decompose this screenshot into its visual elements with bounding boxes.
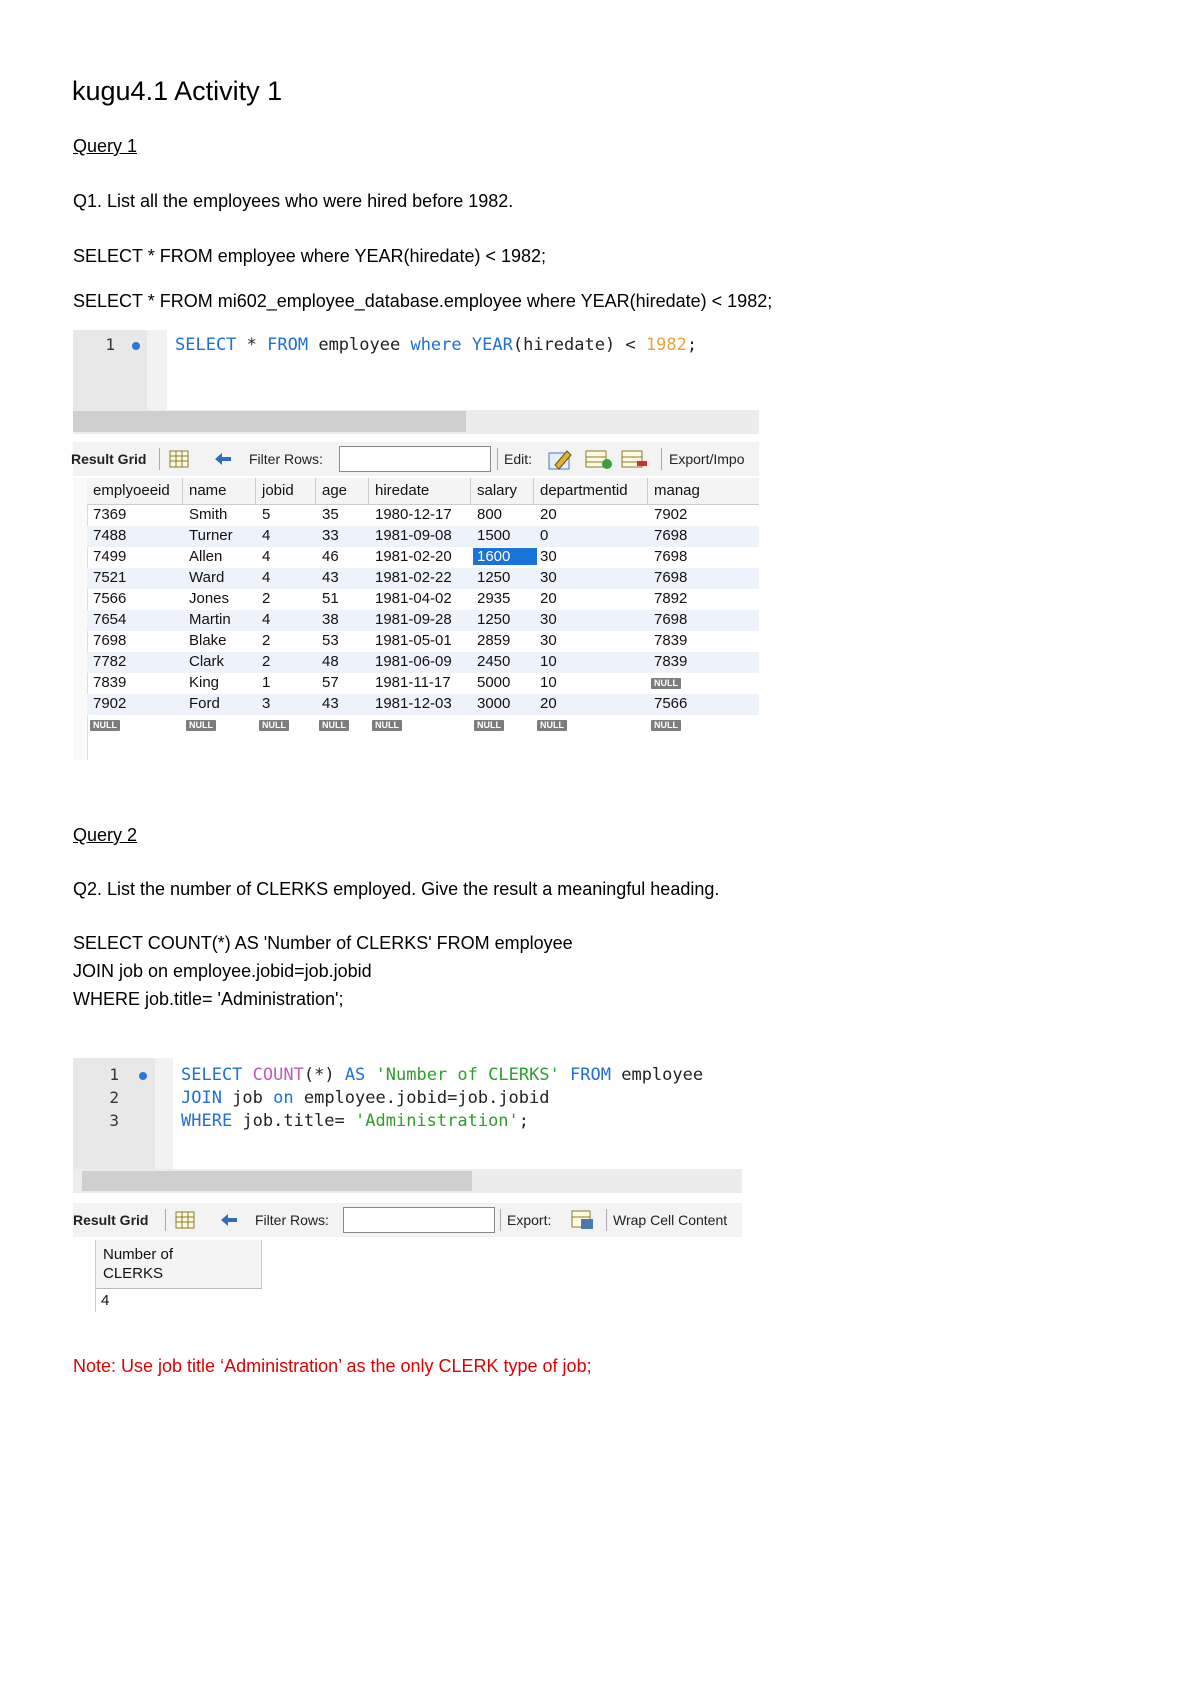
table-cell[interactable]: Blake (189, 632, 227, 649)
editor-code-line (181, 1111, 529, 1131)
editor-fold-column (147, 330, 167, 410)
table-cell[interactable]: 1980-12-17 (375, 506, 452, 523)
code-token: FROM (570, 1065, 611, 1085)
refresh-filter-icon[interactable] (217, 1210, 241, 1230)
column-header-line-2: CLERKS (103, 1265, 164, 1282)
column-header-departmentid[interactable]: departmentid (540, 482, 628, 499)
query2-question (73, 879, 719, 900)
breakpoint-dot-icon (139, 1072, 147, 1080)
table-cell[interactable]: 1981-11-17 (375, 674, 451, 691)
code-token: ; (518, 1111, 530, 1131)
table-cell[interactable]: 4 (262, 611, 271, 628)
table-cell[interactable]: 43 (322, 569, 339, 586)
column-header-hiredate[interactable]: hiredate (375, 482, 430, 499)
table-cell[interactable]: Clark (189, 653, 225, 670)
query2-sql-line-3: WHERE job.title= 'Administration'; (73, 989, 344, 1009)
edit-pencil-icon[interactable] (547, 447, 573, 471)
code-token: on (273, 1088, 294, 1108)
result-grid-tab[interactable]: Result Grid (73, 1212, 149, 1228)
table-cell[interactable]: 1250 (477, 569, 511, 586)
table-cell[interactable]: 5000 (477, 674, 511, 691)
code-token: 1982 (645, 335, 687, 355)
code-token: YEAR (471, 335, 513, 355)
table-cell[interactable]: 7698 (93, 632, 127, 649)
code-token (560, 1065, 570, 1085)
code-token: WHERE (181, 1111, 233, 1131)
null-badge[interactable]: NULL (186, 720, 216, 731)
table-cell[interactable]: 7839 (654, 653, 688, 670)
column-header-number-of-clerks[interactable] (96, 1240, 262, 1289)
horizontal-scrollbar-thumb[interactable] (73, 411, 466, 432)
query1-sql-a: SELECT * FROM employee where YEAR(hiredate) < 1982; (73, 246, 547, 266)
table-cell[interactable]: Smith (189, 506, 228, 523)
breakpoint-dot-icon (132, 342, 140, 350)
table-cell[interactable]: 3 (262, 695, 271, 712)
code-token: 'Number of CLERKS' (375, 1065, 560, 1085)
table-cell[interactable]: 5 (262, 506, 271, 523)
horizontal-scrollbar-thumb[interactable] (82, 1171, 472, 1191)
column-header-age[interactable]: age (322, 482, 348, 499)
table-cell[interactable]: 7698 (654, 548, 688, 565)
table-cell[interactable]: 1981-12-03 (375, 695, 452, 712)
table-cell[interactable]: 2 (262, 653, 271, 670)
code-token (365, 1065, 375, 1085)
query1-sql-b: SELECT * FROM mi602_employee_database.employee where YEAR(hiredate) < 1982; (73, 291, 773, 311)
code-token: (*) (303, 1065, 345, 1085)
edit-label: Edit: (504, 451, 533, 467)
result-grid-tab[interactable]: Result Grid (71, 451, 147, 467)
table-cell[interactable]: 20 (540, 695, 557, 712)
table-cell[interactable]: 2 (262, 590, 271, 607)
table-cell[interactable]: 1981-02-20 (375, 548, 452, 565)
export-import-label[interactable]: Export/Impo (669, 451, 745, 467)
row-selector-column (73, 1240, 96, 1312)
grid-view-icon[interactable] (175, 1211, 195, 1229)
column-divider (368, 478, 369, 504)
query2-heading: Query 2 (73, 825, 138, 845)
row-selector-column (73, 478, 88, 760)
filter-rows-input[interactable] (339, 446, 491, 472)
query2-sql-line-2: JOIN job on employee.jobid=job.jobid (73, 961, 372, 981)
table-cell[interactable]: 1981-09-08 (375, 527, 452, 544)
code-token: employee (610, 1065, 704, 1085)
code-token (242, 1065, 252, 1085)
code-token: * (236, 335, 268, 355)
column-divider (315, 478, 316, 504)
code-token: SELECT (181, 1065, 243, 1085)
code-token: JOIN (181, 1088, 222, 1108)
table-cell[interactable]: 1981-04-02 (375, 590, 452, 607)
table-cell[interactable]: 4 (262, 569, 271, 586)
query1-question-text: List all the employees who were hired before 1982. (102, 191, 514, 211)
column-header-line-1: Number of (103, 1246, 174, 1263)
code-token: (hiredate) < (512, 335, 646, 355)
table-cell[interactable]: 800 (477, 506, 503, 523)
column-header-jobid[interactable]: jobid (262, 482, 294, 499)
table-cell[interactable]: 30 (540, 569, 557, 586)
toolbar-separator (165, 1209, 166, 1231)
table-cell[interactable]: 7892 (654, 590, 688, 607)
table-cell[interactable]: 3000 (477, 695, 511, 712)
note-text: Note: Use job title ‘Administration’ as the only CLERK type of job; (73, 1356, 592, 1376)
query2-result-grid[interactable] (73, 1240, 263, 1312)
column-header-name[interactable]: name (189, 482, 227, 499)
table-cell[interactable]: 1 (262, 674, 271, 691)
editor-fold-column (155, 1058, 173, 1169)
table-cell[interactable]: Jones (189, 590, 230, 607)
table-cell[interactable]: 1500 (477, 527, 511, 544)
table-cell[interactable]: 7902 (654, 506, 688, 523)
table-cell[interactable]: 7839 (93, 674, 127, 691)
toolbar-separator (661, 448, 662, 470)
table-cell[interactable]: 1981-02-22 (375, 569, 452, 586)
table-cell[interactable]: 30 (540, 632, 557, 649)
table-cell[interactable]: King (189, 674, 220, 691)
line-number: 2 (109, 1088, 119, 1107)
query1-question-number: Q1. (73, 191, 103, 211)
table-cell[interactable]: 7698 (654, 527, 688, 544)
code-token: FROM (267, 335, 309, 355)
table-cell[interactable]: 2935 (477, 590, 511, 607)
table-cell[interactable]: 2 (262, 632, 271, 649)
table-cell[interactable]: 2859 (477, 632, 511, 649)
table-cell[interactable]: 30 (540, 548, 557, 565)
grid-view-icon[interactable] (169, 450, 189, 468)
code-token: employee.jobid=job.jobid (293, 1088, 550, 1108)
query2-result-toolbar (73, 1203, 742, 1237)
editor-code-line (181, 1065, 703, 1085)
query1-question (73, 191, 513, 212)
null-badge[interactable]: NULL (651, 678, 681, 689)
filter-rows-input[interactable] (343, 1207, 495, 1233)
document-title: kugu4.1 Activity 1 (72, 76, 283, 106)
add-row-icon[interactable] (585, 448, 613, 470)
table-cell[interactable]: 1250 (477, 611, 511, 628)
null-badge[interactable]: NULL (474, 720, 504, 731)
table-cell[interactable]: Allen (189, 548, 223, 565)
editor-code-line (175, 335, 697, 355)
table-cell[interactable]: 48 (322, 653, 339, 670)
table-cell[interactable]: 2450 (477, 653, 511, 670)
code-token: ; (686, 335, 698, 355)
result-cell-value[interactable]: 4 (101, 1292, 110, 1309)
column-divider (533, 478, 534, 504)
query2-question-number: Q2. (73, 879, 103, 899)
export-save-icon[interactable] (571, 1209, 597, 1231)
table-cell[interactable]: 1981-06-09 (375, 653, 452, 670)
code-token: job (221, 1088, 274, 1108)
table-cell[interactable]: 43 (322, 695, 339, 712)
table-cell[interactable]: 7839 (654, 632, 688, 649)
toolbar-separator (159, 448, 160, 470)
code-token: employee (308, 335, 411, 355)
wrap-cell-content-toggle[interactable]: Wrap Cell Content (613, 1212, 728, 1228)
editor-code-line (181, 1088, 550, 1108)
table-cell[interactable]: Ward (189, 569, 225, 586)
column-divider (255, 478, 256, 504)
null-badge[interactable]: NULL (372, 720, 402, 731)
line-number: 1 (105, 335, 115, 354)
selected-table-cell[interactable]: 1600 (473, 548, 537, 565)
code-token: 'Administration' (355, 1111, 519, 1131)
null-badge[interactable]: NULL (651, 720, 681, 731)
table-cell[interactable]: 1981-09-28 (375, 611, 452, 628)
table-cell[interactable]: Ford (189, 695, 220, 712)
table-cell[interactable]: 4 (262, 527, 271, 544)
column-header-emplyoeeid[interactable]: emplyoeeid (93, 482, 170, 499)
null-badge[interactable]: NULL (537, 720, 567, 731)
query2-sql-line-1: SELECT COUNT(*) AS 'Number of CLERKS' FROM employee (73, 933, 573, 953)
table-cell[interactable]: 0 (540, 527, 549, 544)
table-cell[interactable]: 33 (322, 527, 339, 544)
table-cell[interactable]: 57 (322, 674, 339, 691)
filter-rows-label: Filter Rows: (249, 451, 323, 467)
table-cell[interactable]: 7488 (93, 527, 127, 544)
table-cell[interactable]: Turner (189, 527, 233, 544)
line-number: 3 (109, 1111, 119, 1130)
table-cell[interactable]: 7902 (93, 695, 127, 712)
table-cell[interactable]: 7654 (93, 611, 127, 628)
column-divider (182, 478, 183, 504)
table-cell[interactable]: 7566 (654, 695, 688, 712)
table-cell[interactable]: 7499 (93, 548, 127, 565)
table-cell[interactable]: Martin (189, 611, 231, 628)
table-cell[interactable]: 20 (540, 590, 557, 607)
column-divider (470, 478, 471, 504)
column-divider (647, 478, 648, 504)
filter-rows-label: Filter Rows: (255, 1212, 329, 1228)
table-cell[interactable]: 38 (322, 611, 339, 628)
table-cell[interactable]: 7698 (654, 611, 688, 628)
toolbar-separator (497, 448, 498, 470)
null-badge[interactable]: NULL (319, 720, 349, 731)
table-cell[interactable]: 20 (540, 506, 557, 523)
query1-heading: Query 1 (73, 136, 138, 156)
table-cell[interactable]: 7782 (93, 653, 127, 670)
code-token: job.title= (232, 1111, 356, 1131)
table-cell[interactable]: 46 (322, 548, 339, 565)
query2-sql-editor[interactable] (73, 1058, 742, 1169)
export-label: Export: (507, 1212, 552, 1228)
table-cell[interactable]: 10 (540, 674, 557, 691)
refresh-filter-icon[interactable] (211, 449, 235, 469)
table-cell[interactable]: 10 (540, 653, 557, 670)
code-token: SELECT (175, 335, 237, 355)
code-token: AS (344, 1065, 366, 1085)
code-token: where (410, 335, 462, 355)
table-cell[interactable]: 53 (322, 632, 339, 649)
toolbar-separator (606, 1209, 607, 1231)
table-cell[interactable]: 7369 (93, 506, 127, 523)
query1-result-grid[interactable] (73, 478, 759, 760)
table-cell[interactable]: 30 (540, 611, 557, 628)
toolbar-separator (500, 1209, 501, 1231)
code-token: COUNT (252, 1065, 304, 1085)
query2-question-text: List the number of CLERKS employed. Give the result a meaningful heading. (102, 879, 720, 899)
table-cell[interactable]: 1981-05-01 (375, 632, 452, 649)
table-cell[interactable]: 7521 (93, 569, 127, 586)
table-cell[interactable]: 7566 (93, 590, 127, 607)
null-badge[interactable]: NULL (259, 720, 289, 731)
code-token (462, 335, 472, 355)
delete-row-icon[interactable] (621, 448, 649, 470)
column-header-salary[interactable]: salary (477, 482, 518, 499)
query1-result-toolbar (73, 442, 759, 476)
query1-sql-editor[interactable] (73, 330, 759, 410)
line-number: 1 (109, 1065, 119, 1084)
column-header-manag[interactable]: manag (654, 482, 700, 499)
table-cell[interactable]: 4 (262, 548, 271, 565)
null-badge[interactable]: NULL (90, 720, 120, 731)
table-cell[interactable]: 7698 (654, 569, 688, 586)
table-cell[interactable]: 35 (322, 506, 339, 523)
table-cell[interactable]: 51 (322, 590, 339, 607)
